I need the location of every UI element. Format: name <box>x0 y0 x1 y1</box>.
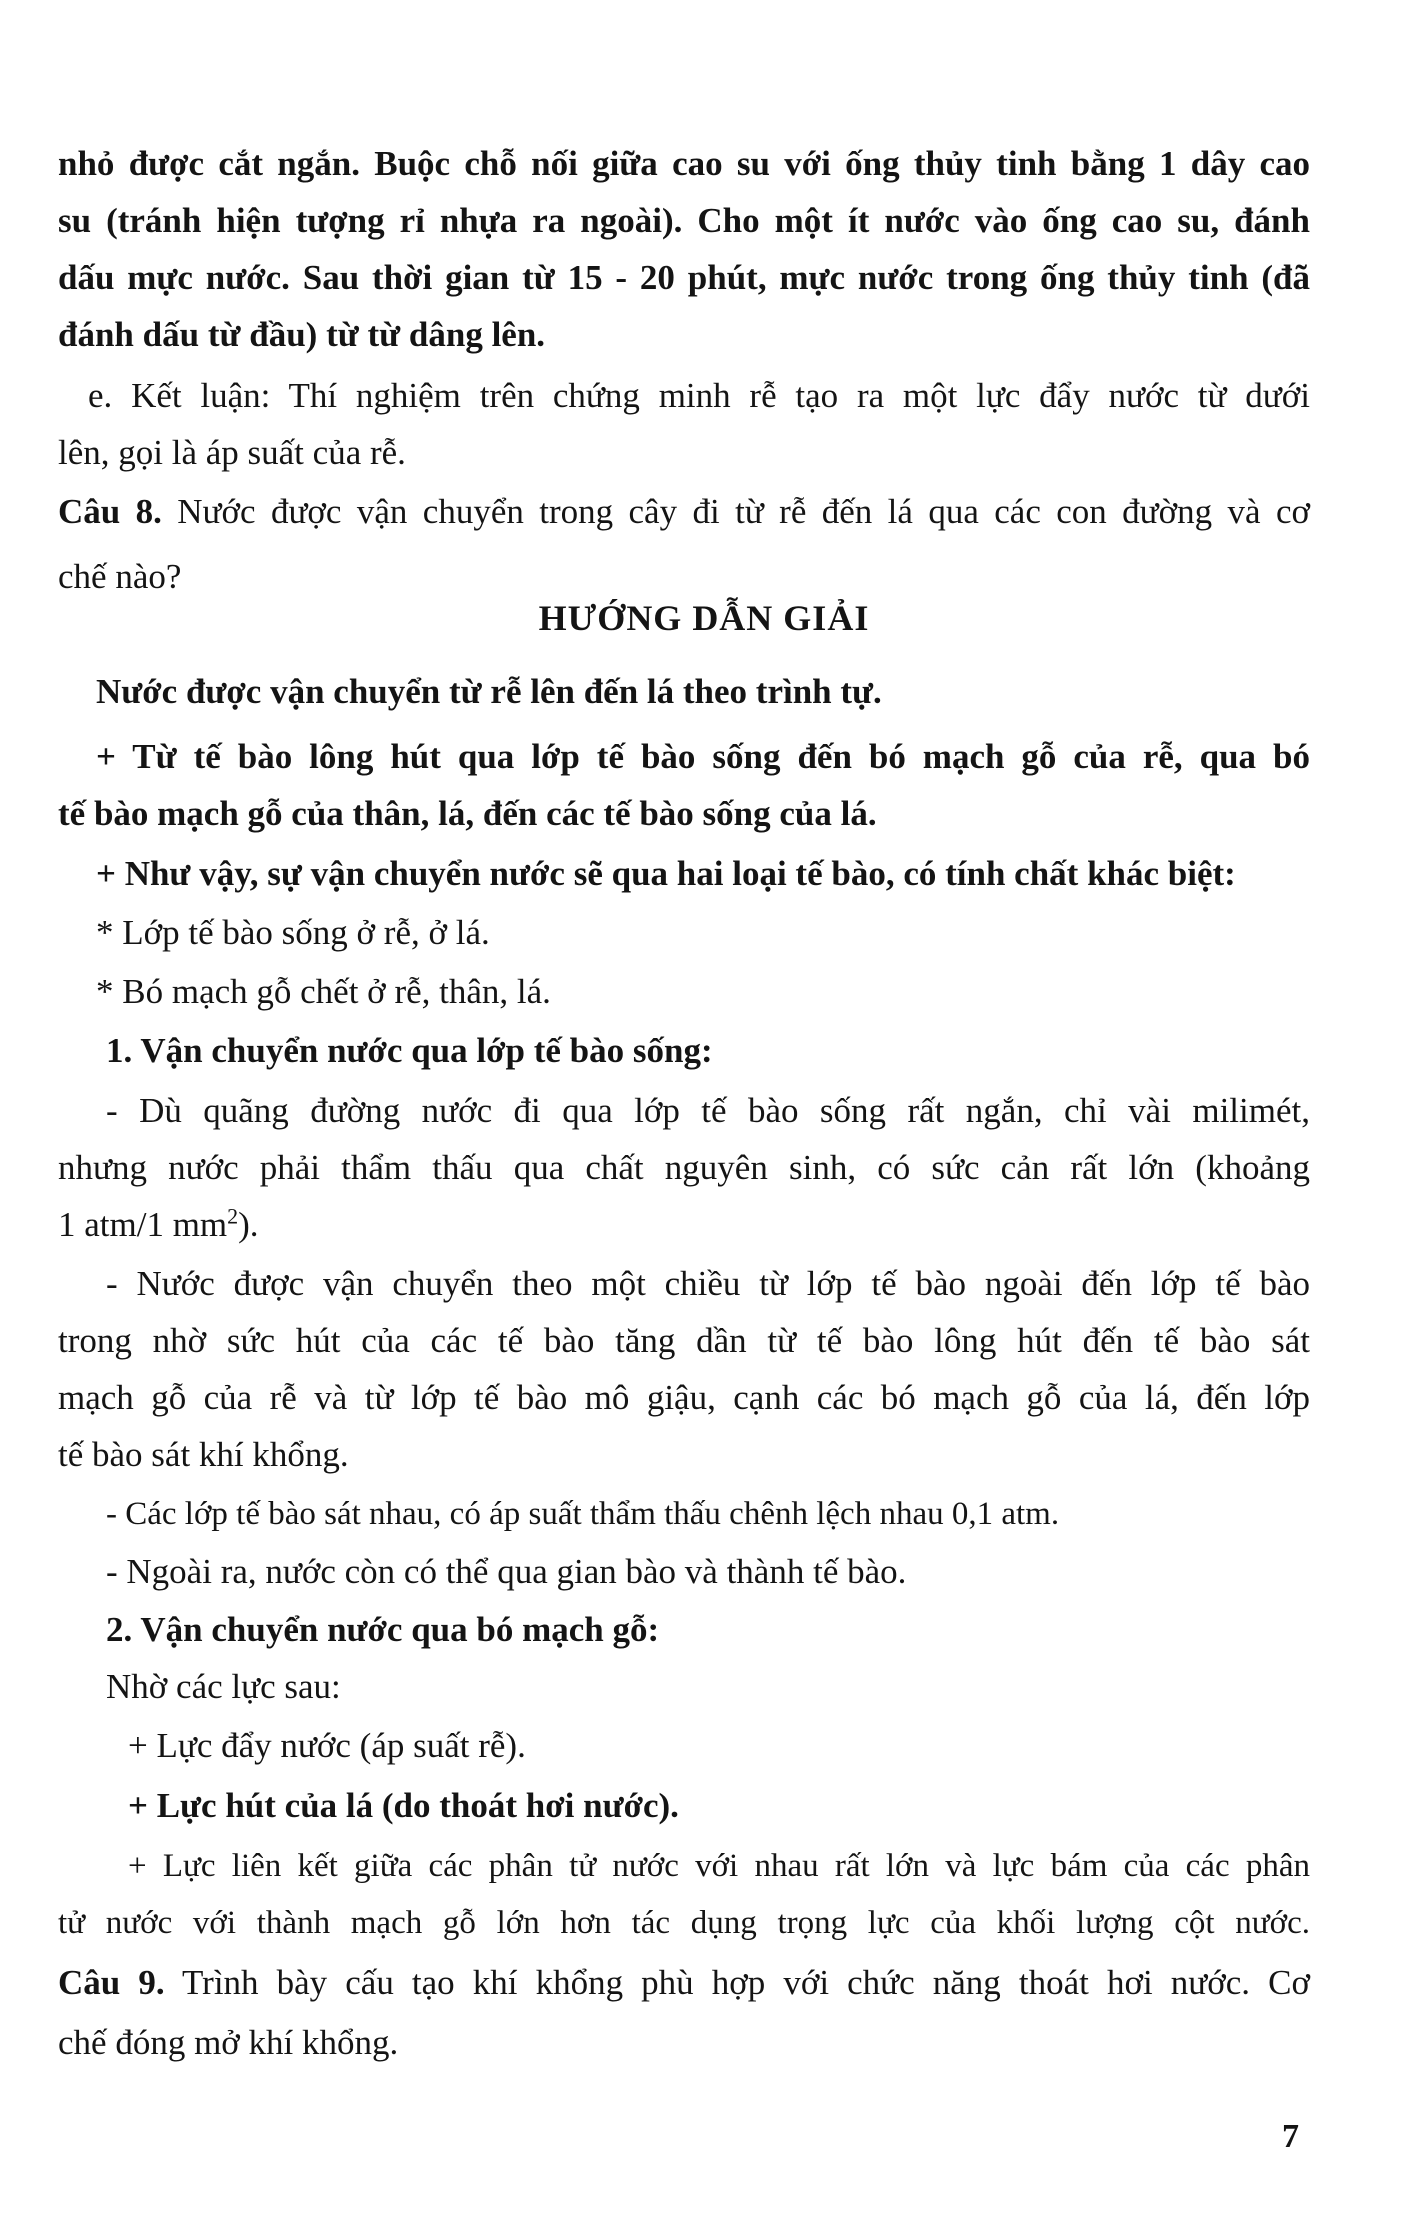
text-line: lên, gọi là áp suất của rễ. <box>58 433 406 472</box>
text-line: + Từ tế bào lông hút qua lớp tế bào sống đến bó mạch gỗ của rễ, qua bó <box>96 737 1310 776</box>
list-item: * Lớp tế bào sống ở rễ, ở lá. <box>96 913 490 952</box>
text-line: nhỏ được cắt ngắn. Buộc chỗ nối giữa cao su với ống thủy tinh bằng 1 dây cao <box>58 144 1310 183</box>
text-line: đánh dấu từ đầu) từ từ dâng lên. <box>58 315 546 354</box>
text-line: mạch gỗ của rễ và từ lớp tế bào mô giậu, cạnh các bó mạch gỗ của lá, đến lớp <box>58 1378 1310 1417</box>
text-line: - Các lớp tế bào sát nhau, có áp suất thẩm thấu chênh lệch nhau 0,1 atm. <box>106 1496 1060 1532</box>
question-text: Trình bày cấu tạo khí khổng phù hợp với chức năng thoát hơi nước. Cơ <box>164 1963 1310 2002</box>
text-line: dấu mực nước. Sau thời gian từ 15 - 20 phút, mực nước trong ống thủy tinh (đã <box>58 258 1310 297</box>
text-line: - Ngoài ra, nước còn có thể qua gian bào và thành tế bào. <box>106 1552 907 1591</box>
text-line <box>58 1203 259 1247</box>
section-heading: HƯỚNG DẪN GIẢI <box>538 598 870 638</box>
list-item: + Lực liên kết giữa các phân tử nước với nhau rất lớn và lực bám của các phân <box>128 1848 1310 1884</box>
list-item: + Lực đẩy nước (áp suất rễ). <box>128 1726 526 1765</box>
text-fragment: 1 atm/1 mm <box>58 1205 228 1244</box>
text-line: e. Kết luận: Thí nghiệm trên chứng minh rễ tạo ra một lực đẩy nước từ dưới <box>88 376 1310 415</box>
text-line: Nhờ các lực sau: <box>106 1667 341 1706</box>
text-line: - Dù quãng đường nước đi qua lớp tế bào sống rất ngắn, chỉ vài milimét, <box>106 1091 1310 1130</box>
list-item: + Lực hút của lá (do thoát hơi nước). <box>128 1786 679 1825</box>
text-line: + Như vậy, sự vận chuyển nước sẽ qua hai loại tế bào, có tính chất khác biệt: <box>96 854 1236 893</box>
list-item: * Bó mạch gỗ chết ở rễ, thân, lá. <box>96 972 551 1011</box>
text-line: tế bào sát khí khổng. <box>58 1435 349 1474</box>
text-line: - Nước được vận chuyển theo một chiều từ lớp tế bào ngoài đến lớp tế bào <box>106 1264 1310 1303</box>
superscript: 2 <box>227 1203 239 1229</box>
question-label: Câu 8. <box>58 492 162 531</box>
text-line: tử nước với thành mạch gỗ lớn hơn tác dụng trọng lực của khối lượng cột nước. <box>58 1905 1310 1941</box>
question-text: Nước được vận chuyển trong cây đi từ rễ đến lá qua các con đường và cơ <box>161 492 1311 531</box>
page-number: 7 <box>1282 2118 1299 2155</box>
question-8 <box>58 490 1310 534</box>
text-line: Nước được vận chuyển từ rễ lên đến lá theo trình tự. <box>96 672 882 711</box>
subsection-heading: 2. Vận chuyển nước qua bó mạch gỗ: <box>106 1610 660 1649</box>
text-line: chế nào? <box>58 557 182 596</box>
text-line: tế bào mạch gỗ của thân, lá, đến các tế bào sống của lá. <box>58 794 877 833</box>
text-line: nhưng nước phải thẩm thấu qua chất nguyên sinh, có sức cản rất lớn (khoảng <box>58 1148 1310 1187</box>
question-label: Câu 9. <box>58 1963 165 2002</box>
text-fragment: ). <box>238 1205 259 1244</box>
subsection-heading: 1. Vận chuyển nước qua lớp tế bào sống: <box>106 1031 713 1070</box>
text-line: su (tránh hiện tượng rỉ nhựa ra ngoài). Cho một ít nước vào ống cao su, đánh <box>58 201 1310 240</box>
question-9 <box>58 1961 1310 2005</box>
text-line: chế đóng mở khí khổng. <box>58 2023 399 2062</box>
text-line: trong nhờ sức hút của các tế bào tăng dần từ tế bào lông hút đến tế bào sát <box>58 1321 1310 1360</box>
